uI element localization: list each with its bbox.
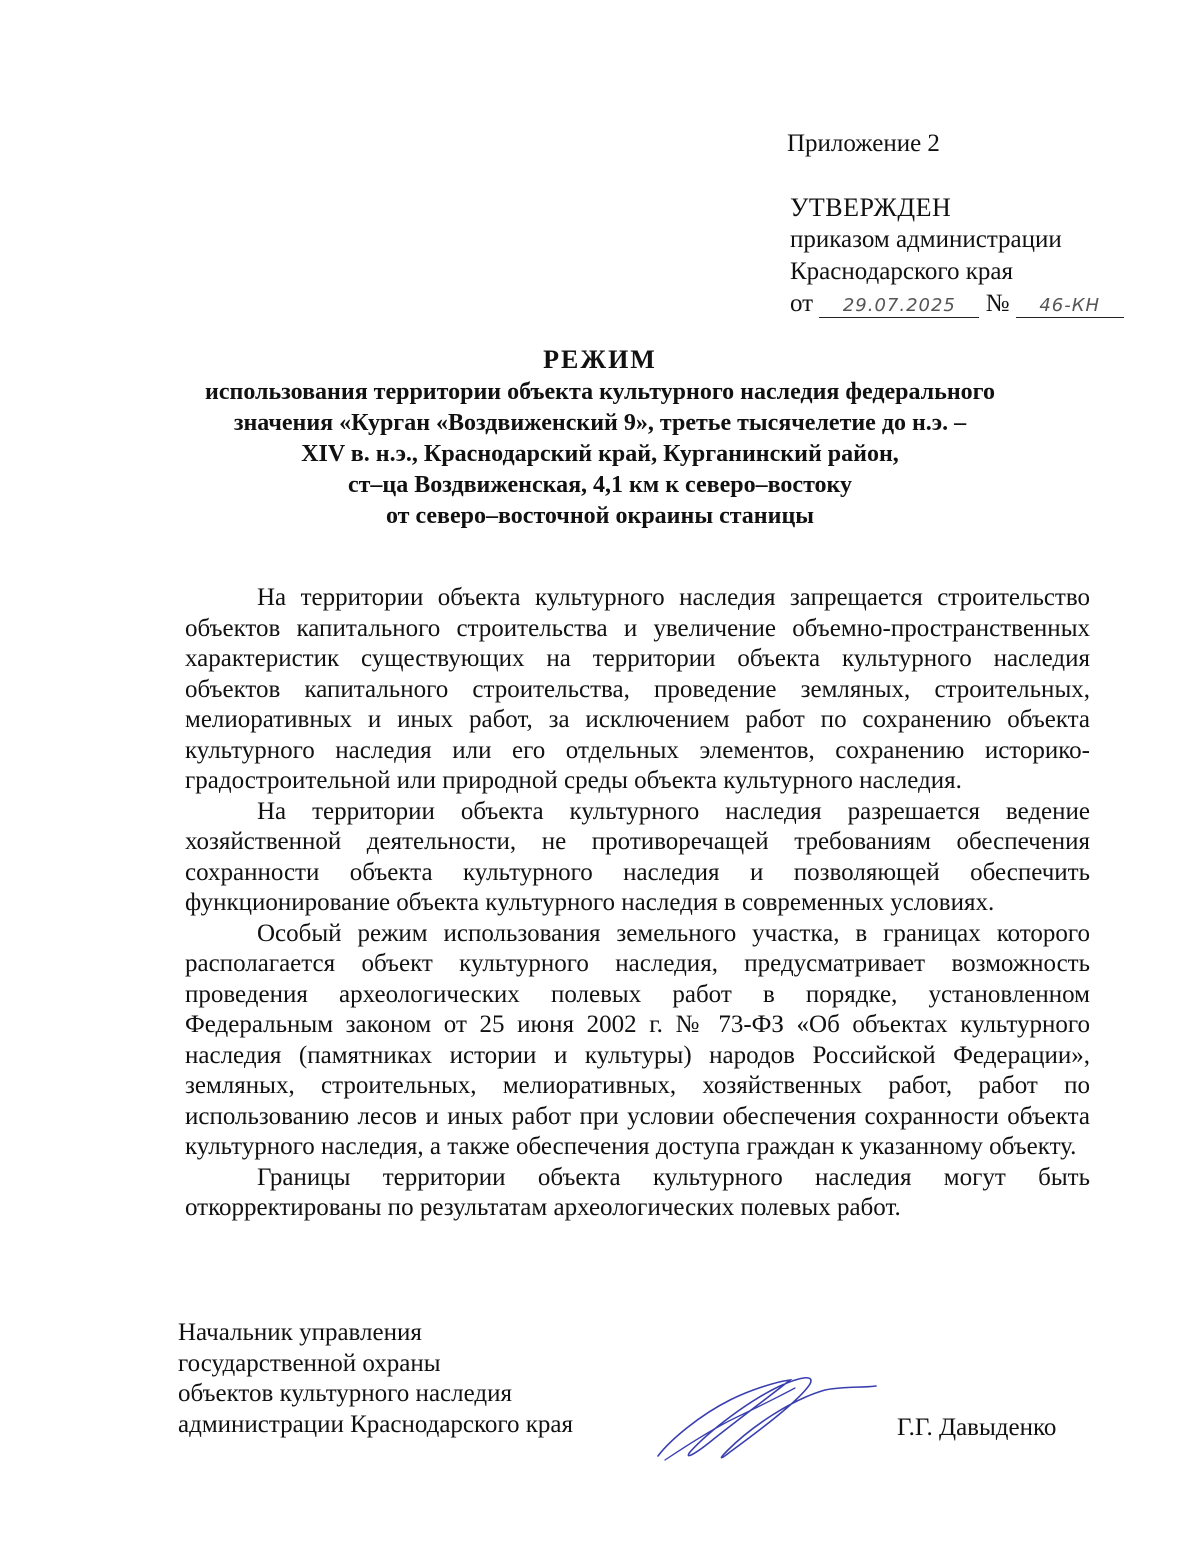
order-prefix: от (790, 290, 814, 317)
title-line: от северо–восточной окраины станицы (385, 503, 815, 529)
order-date: 29.07.2025 (819, 295, 979, 318)
document-title (150, 343, 1050, 532)
title-line: значения «Курган «Воздвиженский 9», третье тысячелетие до н.э. – (233, 410, 967, 436)
body-paragraph: Границы территории объекта культурного наследия могут быть откорректированы по результатам археологических полевых работ. (185, 1163, 1090, 1221)
body-paragraph: На территории объекта культурного наследия запрещается строительство объектов капитального строительства и увеличение объемно-пространственных характеристик существующих на территории объекта культурного наследия объектов капитального строительства, проведение земляных, строительных, мелиоративных и иных работ, за исключением работ по сохранению объекта культурного наследия или его отдельных элементов, сохранению историко-градостроительной или природной среды объекта культурного наследия. (185, 584, 1090, 794)
body-paragraph: На территории объекта культурного наследия разрешается ведение хозяйственной деятельности, не противоречащей требованиям обеспечения сохранности объекта культурного наследия и позволяющей обеспечить функционирование объекта культурного наследия в современных условиях. (185, 797, 1090, 916)
order-reference (790, 288, 1124, 320)
title-line: XIV в. н.э., Краснодарский край, Курганинский район, (301, 441, 899, 467)
handwritten-signature (640, 1360, 880, 1470)
approved-by-line-2: Краснодарского края (790, 258, 1013, 285)
appendix-label: Приложение 2 (787, 130, 940, 157)
position-line: объектов культурного наследия (178, 1380, 512, 1407)
signatory-position (178, 1318, 573, 1440)
position-line: администрации Краснодарского края (178, 1410, 574, 1438)
order-number: 46-КН (1016, 295, 1124, 318)
approved-by-line-1: приказом администрации (790, 226, 1062, 253)
document-body (185, 583, 1090, 1224)
signer-name: Г.Г. Давыденко (897, 1414, 1057, 1441)
approved-label: УТВЕРЖДЕН (790, 193, 952, 222)
position-line: государственной охраны (178, 1349, 441, 1377)
order-number-sign: № (985, 290, 1010, 317)
title-line: использования территории объекта культурного наследия федерального (205, 379, 995, 405)
approval-stamp-block (790, 192, 1124, 320)
body-paragraph: Особый режим использования земельного участка, в границах которого располагается объект культурного наследия, предусматривает возможность проведения археологических полевых работ в порядке, установленном Федеральным законом от 25 июня 2002 г. № 73-ФЗ «Об объектах культурного наследия (памятниках истории и культуры) народов Российской Федерации», земляных, строительных, мелиоративных, хозяйственных работ, работ по использованию лесов и иных работ при условии обеспечения сохранности объекта культурного наследия, а также обеспечения доступа граждан к указанному объекту. (185, 919, 1090, 1160)
title-main: РЕЖИМ (543, 345, 657, 374)
title-line: ст–ца Воздвиженская, 4,1 км к северо–востоку (347, 472, 853, 498)
position-line: Начальник управления (178, 1319, 422, 1346)
